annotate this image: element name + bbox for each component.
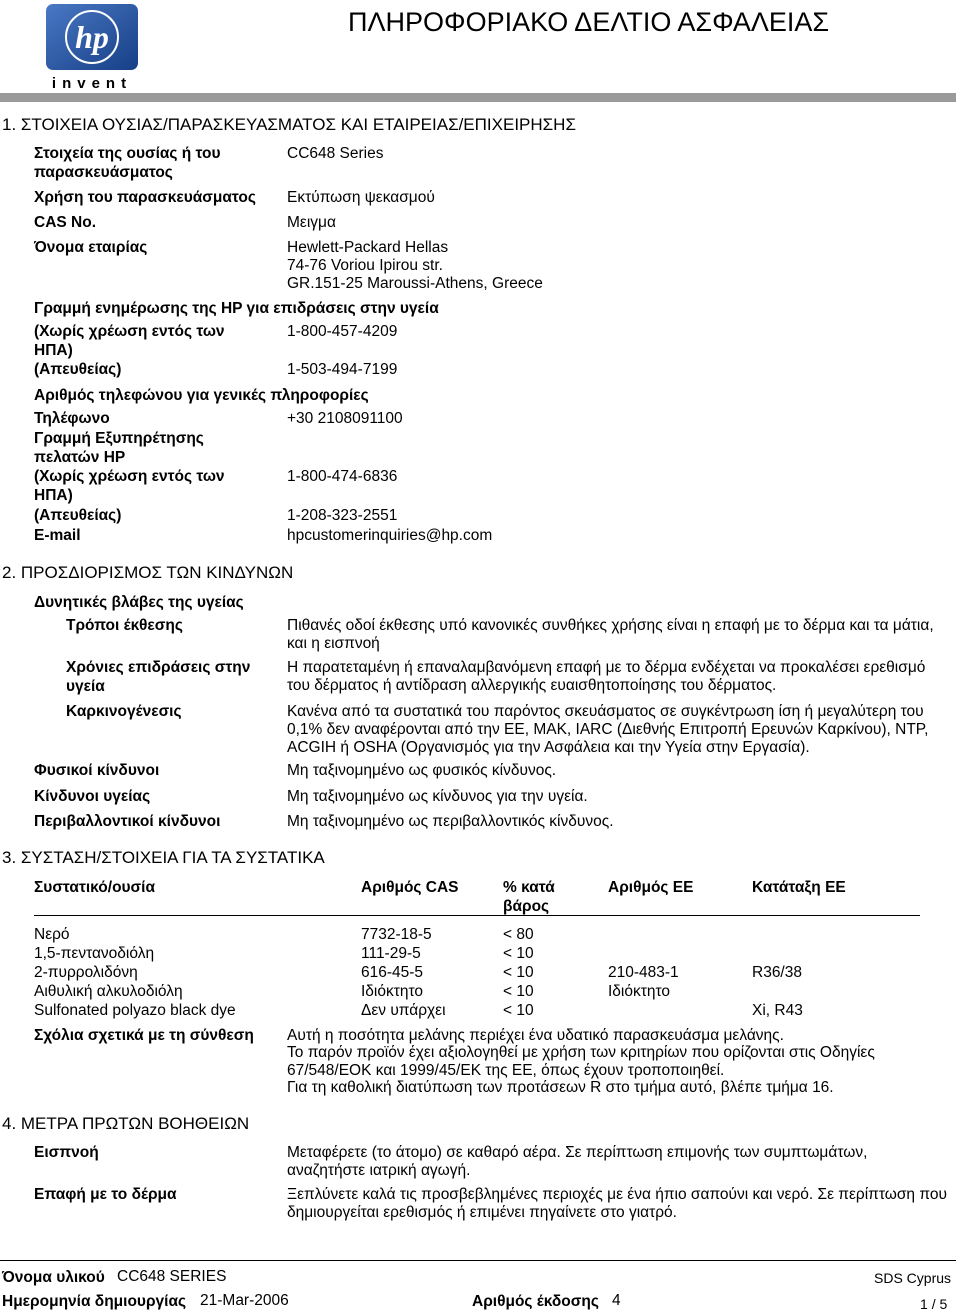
- cell-weight: < 10: [503, 964, 534, 981]
- col-header-weight-line2: βάρος: [503, 898, 550, 915]
- env-hazards-label: Περιβαλλοντικοί κίνδυνοι: [34, 813, 221, 830]
- cell-cas: 7732-18-5: [361, 926, 432, 943]
- revision-value: 4: [612, 1292, 621, 1309]
- service-direct-label: (Απευθείας): [34, 507, 122, 524]
- material-name-value: CC648 SERIES: [117, 1268, 227, 1285]
- phone-label: Τηλέφωνο: [34, 410, 110, 427]
- document-title: ΠΛΗΡΟΦΟΡΙΑΚΟ ΔΕΛΤΙΟ ΑΣΦΑΛΕΙΑΣ: [348, 7, 830, 37]
- service-tollfree-label-line2: ΗΠΑ): [34, 487, 73, 504]
- company-line3: GR.151-25 Maroussi-Athens, Greece: [287, 275, 543, 292]
- company-label: Όνομα εταιρίας: [34, 239, 148, 256]
- cell-class: R36/38: [752, 964, 802, 981]
- cell-cas: Δεν υπάρχει: [361, 1002, 446, 1019]
- section-3-title: 3. ΣΥΣΤΑΣΗ/ΣΤΟΙΧΕΙΑ ΓΙΑ ΤΑ ΣΥΣΤΑΤΙΚΑ: [2, 848, 325, 867]
- material-name-label: Όνομα υλικού: [2, 1269, 105, 1286]
- col-header-weight-line1: % κατά: [503, 879, 555, 896]
- comments-line3: Για τη καθολική διατύπωση των προτάσεων R στο τμήμα αυτό, βλέπε τμήμα 16.: [287, 1079, 834, 1096]
- direct-label: (Απευθείας): [34, 361, 122, 378]
- exposure-value: Πιθανές οδοί έκθεσης υπό κανονικές συνθήκες χρήσης είναι η επαφή με το δέρμα και τα μάτια, και η εισπνοή: [287, 617, 934, 652]
- cell-ec: Ιδιόκτητο: [608, 983, 671, 1000]
- logo-mark: hp: [75, 19, 109, 55]
- service-label-line1: Γραμμή Εξυπηρέτησης: [34, 430, 204, 447]
- direct-value: 1-503-494-7199: [287, 361, 398, 378]
- header-rule: [0, 93, 956, 102]
- general-info-heading: Αριθμός τηλεφώνου για γενικές πληροφορίες: [34, 387, 369, 404]
- cell-substance: Νερό: [34, 926, 70, 943]
- sds-region: SDS Cyprus: [874, 1270, 952, 1286]
- comments-line1: Αυτή η ποσότητα μελάνης περιέχει ένα υδατικό παρασκευάσμα μελάνης.: [287, 1027, 784, 1044]
- col-header-cas: Αριθμός CAS: [361, 879, 459, 896]
- carcino-value: Κανένα από τα συστατικά του παρόντος σκευάσματος σε συγκέντρωση ίση ή μεγαλύτερη του 0,1% δεν αναφέρονται από την ΕΕ, MAK, IARC (Διεθνής Επιτροπή Ερευνών Καρκίνου), NTP, ACGIH ή OSHA (Οργανισμός για την Ασφάλεια και την Υγεία στην Εργασία).: [287, 703, 929, 756]
- cell-substance: Sulfonated polyazo black dye: [34, 1002, 236, 1019]
- product-label-line2: παρασκευάσματος: [34, 164, 173, 181]
- service-tollfree-label-line1: (Χωρίς χρέωση εντός των: [34, 468, 225, 485]
- col-header-substance: Συστατικό/ουσία: [34, 879, 155, 896]
- section-1-title: 1. ΣΤΟΙΧΕΙΑ ΟΥΣΙΑΣ/ΠΑΡΑΣΚΕΥΑΣΜΑΤΟΣ ΚΑΙ ΕΤΑΙΡΕΙΑΣ/ΕΠΙΧΕΙΡΗΣΗΣ: [2, 115, 576, 134]
- skin-contact-value: Ξεπλύνετε καλά τις προσβεβλημένες περιοχές με ένα ήπιο σαπούνι και νερό. Σε περίπτωση που δημιουργείται ερεθισμός ή επιμένει πηγαίνετε στο γιατρό.: [287, 1186, 947, 1221]
- company-line1: Hewlett-Packard Hellas: [287, 239, 449, 256]
- table-header-rule: [34, 915, 920, 916]
- cell-weight: < 10: [503, 945, 534, 962]
- service-tollfree-value: 1-800-474-6836: [287, 468, 398, 485]
- email-label: E-mail: [34, 527, 81, 544]
- col-header-ec: Αριθμός ΕΕ: [608, 879, 694, 896]
- cas-value: Μειγμα: [287, 214, 336, 231]
- col-header-class: Κατάταξη ΕΕ: [752, 879, 846, 896]
- page-number: [920, 1295, 947, 1313]
- section-2-title: 2. ΠΡΟΣΔΙΟΡΙΣΜΟΣ ΤΩΝ ΚΙΝΔΥΝΩΝ: [2, 563, 294, 582]
- cell-class: Xi, R43: [752, 1002, 803, 1019]
- chronic-value: Η παρατεταμένη ή επαναλαμβανόμενη επαφή με το δέρμα ενδέχεται να προκαλέσει ερεθισμό του δέρματος ή αντίδραση αλλεργικής ευαισθητοποίησης του δέρματος.: [287, 659, 926, 694]
- cell-substance: 1,5-πεντανοδιόλη: [34, 945, 155, 962]
- cell-cas: 616-45-5: [361, 964, 424, 981]
- hp-invent-logo: [42, 4, 142, 92]
- page-separator: /: [931, 1296, 936, 1312]
- inhalation-value: Μεταφέρετε (το άτομο) σε καθαρό αέρα. Σε περίπτωση επιμονής των συμπτωμάτων, αναζητήστε ιατρική αγωγή.: [287, 1144, 868, 1179]
- cell-weight: < 10: [503, 1002, 534, 1019]
- health-line-heading: Γραμμή ενημέρωσης της HP για επιδράσεις στην υγεία: [34, 300, 439, 317]
- chronic-label-line2: υγεία: [66, 678, 105, 695]
- chronic-label-line1: Χρόνιες επιδράσεις στην: [66, 659, 251, 676]
- physical-hazards-value: Μη ταξινομημένο ως φυσικός κίνδυνος.: [287, 762, 557, 779]
- company-line2: 74-76 Voriou Ipirou str.: [287, 257, 443, 274]
- comments-line2: Το παρόν προϊόν έχει αξιολογηθεί με χρήση των κριτηρίων που ορίζονται στις Οδηγίες 67/548/ΕΟΚ και 1999/45/ΕΚ της ΕΕ, όπως έχουν τροποποιηθεί.: [287, 1044, 875, 1079]
- cell-substance: Αιθυλική αλκυλοδιόλη: [34, 983, 183, 1000]
- service-label-line2: πελατών HP: [34, 449, 126, 466]
- use-label: Χρήση του παρασκευάσματος: [34, 189, 256, 206]
- phone-value: +30 2108091100: [287, 410, 403, 427]
- logo-tagline: invent: [51, 75, 133, 92]
- cell-ec: 210-483-1: [608, 964, 679, 981]
- health-hazards-label: Κίνδυνοι υγείας: [34, 788, 151, 805]
- env-hazards-value: Μη ταξινομημένο ως περιβαλλοντικός κίνδυνος.: [287, 813, 614, 830]
- cell-substance: 2-πυρρολιδόνη: [34, 964, 138, 981]
- cell-cas: 111-29-5: [361, 945, 421, 962]
- cell-weight: < 80: [503, 926, 534, 943]
- section-4-title: 4. ΜΕΤΡΑ ΠΡΩΤΩΝ ΒΟΗΘΕΙΩΝ: [2, 1114, 250, 1133]
- skin-contact-label: Επαφή με το δέρμα: [34, 1186, 177, 1203]
- created-date-value: 21-Mar-2006: [200, 1292, 289, 1309]
- use-value: Εκτύπωση ψεκασμού: [287, 189, 435, 206]
- potential-health-heading: Δυνητικές βλάβες της υγείας: [34, 594, 244, 611]
- service-direct-value: 1-208-323-2551: [287, 507, 398, 524]
- footer-rule: [0, 1260, 956, 1261]
- tollfree-value: 1-800-457-4209: [287, 323, 398, 340]
- revision-label: Αριθμός έκδοσης: [472, 1293, 599, 1310]
- health-hazards-value: Μη ταξινομημένο ως κίνδυνος για την υγεία.: [287, 788, 588, 805]
- product-value: CC648 Series: [287, 145, 384, 162]
- carcino-label: Καρκινογένεσις: [66, 703, 182, 720]
- composition-comments-label: Σχόλια σχετικά με τη σύνθεση: [34, 1027, 254, 1044]
- inhalation-label: Εισπνοή: [34, 1144, 99, 1161]
- email-value[interactable]: hpcustomerinquiries@hp.com: [287, 527, 493, 544]
- cell-weight: < 10: [503, 983, 534, 1000]
- page-total: 5: [939, 1296, 948, 1312]
- cas-label: CAS No.: [34, 214, 96, 231]
- page-current: 1: [920, 1296, 928, 1312]
- created-date-label: Ημερομηνία δημιουργίας: [2, 1293, 187, 1310]
- exposure-label: Τρόποι έκθεσης: [66, 617, 183, 634]
- physical-hazards-label: Φυσικοί κίνδυνοι: [34, 762, 160, 779]
- cell-cas: Ιδιόκτητο: [361, 983, 424, 1000]
- tollfree-label-line2: ΗΠΑ): [34, 342, 73, 359]
- tollfree-label-line1: (Χωρίς χρέωση εντός των: [34, 323, 225, 340]
- product-label-line1: Στοιχεία της ουσίας ή του: [34, 145, 221, 162]
